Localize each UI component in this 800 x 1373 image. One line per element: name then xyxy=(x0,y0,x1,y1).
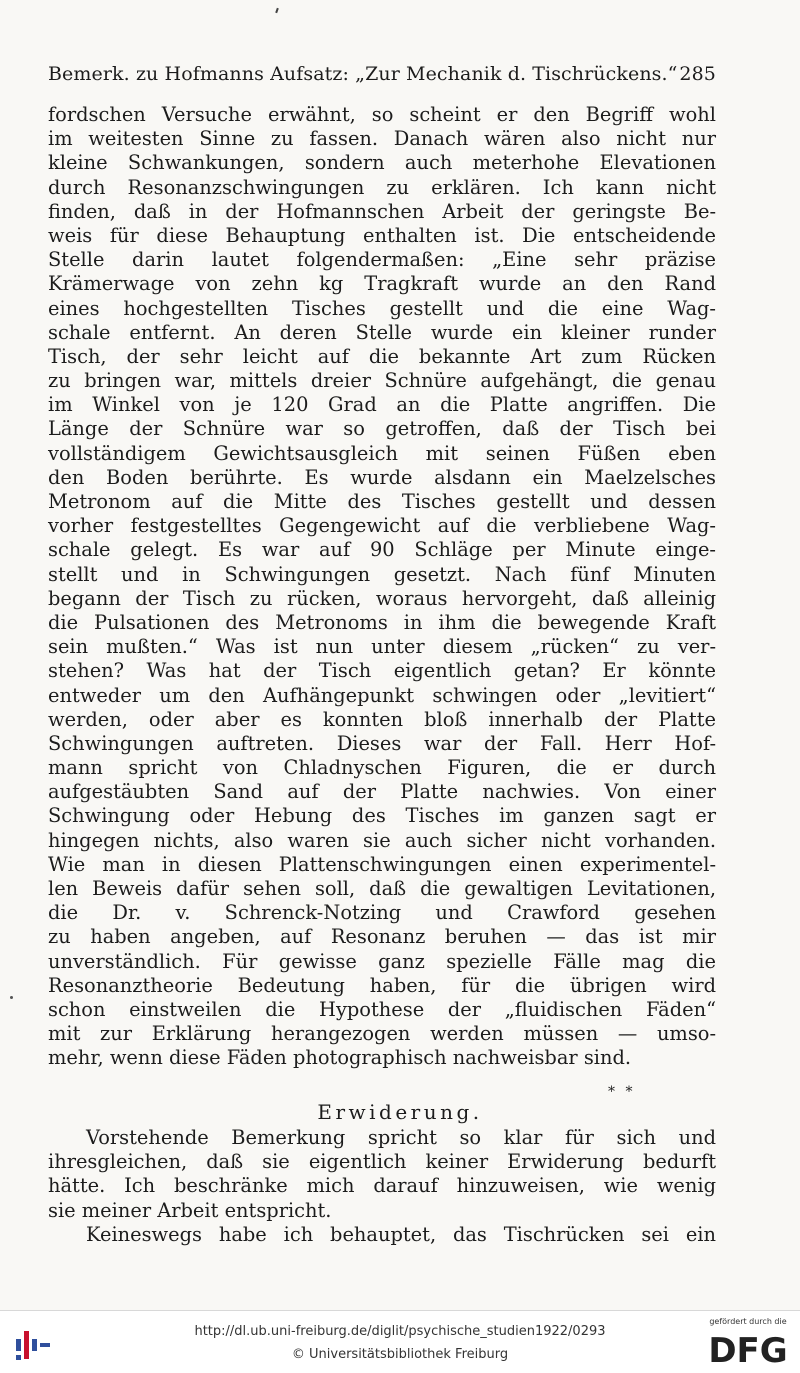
text-line: schale gelegt. Es war auf 90 Schläge per Minute einge- xyxy=(48,538,716,562)
text-line: Schwingung oder Hebung des Tisches im ganzen sagt er xyxy=(48,804,716,828)
text-line: Schwingungen auftreten. Dieses war der Fall. Herr Hof- xyxy=(48,731,716,755)
text-line: Resonanztheorie Bedeutung haben, für die übrigen wird xyxy=(48,973,716,997)
text-line: mit zur Erklärung herangezogen werden müssen — umso- xyxy=(48,1022,716,1046)
reply-text xyxy=(48,1126,716,1247)
text-line: im weitesten Sinne zu fassen. Danach wären also nicht nur xyxy=(48,127,716,151)
running-header xyxy=(48,63,716,85)
text-line: kleine Schwankungen, sondern auch meterhohe Elevationen xyxy=(48,151,716,175)
text-line: entweder um den Aufhängepunkt schwingen oder „levitiert“ xyxy=(48,683,716,707)
text-line: Metronom auf die Mitte des Tisches gestellt und dessen xyxy=(48,490,716,513)
permalink[interactable]: http://dl.ub.uni-freiburg.de/diglit/psychische_studien1922/0293 xyxy=(194,1324,606,1339)
text-line: stehen? Was hat der Tisch eigentlich getan? Er könnte xyxy=(48,659,716,683)
text-line: die Dr. v. Schrenck-Notzing und Crawford gesehen xyxy=(48,901,716,925)
text-line: stellt und in Schwingungen gesetzt. Nach fünf Minuten xyxy=(48,562,716,586)
text-line: zu bringen war, mittels dreier Schnüre aufgehängt, die genau xyxy=(48,369,716,393)
text-line: schon einstweilen die Hypothese der „fluidischen Fäden“ xyxy=(48,997,716,1021)
text-line: Wie man in diesen Plattenschwingungen einen experimentel- xyxy=(48,852,716,876)
text-line: Länge der Schnüre war so getroffen, daß der Tisch bei xyxy=(48,417,716,441)
text-line: die Pulsationen des Metronoms in ihm die bewegende Kraft xyxy=(48,610,716,634)
text-line: finden, daß in der Hofmannschen Arbeit der geringste Be- xyxy=(48,199,716,223)
text-line: zu haben angeben, auf Resonanz beruhen — das ist mir xyxy=(48,925,716,949)
library-footer xyxy=(0,1310,800,1373)
text-line: eines hochgestellten Tisches gestellt und die eine Wag- xyxy=(48,296,716,320)
text-line: Krämerwage von zehn kg Tragkraft wurde an den Rand xyxy=(48,272,716,296)
text-line: mann spricht von Chladnyschen Figuren, die er durch xyxy=(48,756,716,780)
text-line: weis für diese Behauptung enthalten ist. Die entscheidende xyxy=(48,223,716,247)
text-line: fordschen Versuche erwähnt, so scheint er den Begriff wohl xyxy=(48,103,716,126)
text-line: unverständlich. Für gewisse ganz spezielle Fälle mag die xyxy=(48,949,716,973)
text-line: werden, oder aber es konnten bloß innerhalb der Platte xyxy=(48,707,716,731)
running-title: Bemerk. zu Hofmanns Aufsatz: „Zur Mechanik d. Tischrückens.“ xyxy=(48,63,678,85)
reply-line: hätte. Ich beschränke mich darauf hinzuweisen, wie wenig xyxy=(48,1174,716,1198)
text-line: schale entfernt. An deren Stelle wurde ein kleiner runder xyxy=(48,320,716,344)
author-signature: * * xyxy=(608,1084,636,1100)
text-line: len Beweis dafür sehen soll, daß die gewaltigen Levitationen, xyxy=(48,877,716,900)
funding-note: gefördert durch die xyxy=(709,1317,787,1326)
reply-line: Vorstehende Bemerkung spricht so klar für sich und xyxy=(86,1126,716,1149)
text-line: Tisch, der sehr leicht auf die bekannte Art zum Rücken xyxy=(48,344,716,368)
text-line: hingegen nichts, also waren sie auch sicher nicht vorhanden. xyxy=(48,828,716,852)
text-line: vorher festgestelltes Gegengewicht auf die verbliebene Wag- xyxy=(48,514,716,538)
dfg-logo-text: DFG xyxy=(708,1331,788,1367)
text-line: im Winkel von je 120 Grad an die Platte angriffen. Die xyxy=(48,393,716,417)
reply-line: sie meiner Arbeit entspricht. xyxy=(48,1198,332,1222)
text-line: den Boden berührte. Es wurde alsdann ein Maelzelsches xyxy=(48,465,716,489)
page-number: 285 xyxy=(679,63,716,85)
scan-mark xyxy=(275,8,279,13)
text-line: aufgestäubten Sand auf der Platte nachwies. Von einer xyxy=(48,780,716,804)
reply-line: Keineswegs habe ich behauptet, das Tischrücken sei ein xyxy=(86,1222,716,1246)
text-line: durch Resonanzschwingungen zu erklären. Ich kann nicht xyxy=(48,175,716,199)
text-line: sein mußten.“ Was ist nun unter diesem „rücken“ zu ver- xyxy=(48,635,716,659)
text-line: Stelle darin lautet folgendermaßen: „Eine sehr präzise xyxy=(48,248,716,272)
section-title: Erwiderung. xyxy=(317,1100,483,1124)
main-text xyxy=(48,103,716,1071)
dfg-logo xyxy=(704,1331,792,1367)
reply-line: ihresgleichen, daß sie eigentlich keiner Erwiderung bedurft xyxy=(48,1150,716,1174)
text-line: vollständigem Gewichtsausgleich mit seinen Füßen eben xyxy=(48,441,716,465)
copyright-notice: © Universitätsbibliothek Freiburg xyxy=(291,1347,509,1362)
margin-speck xyxy=(10,996,13,999)
text-line: begann der Tisch zu rücken, woraus hervorgeht, daß alleinig xyxy=(48,586,716,610)
dfg-funding-badge xyxy=(702,1317,794,1371)
text-line: mehr, wenn diese Fäden photographisch nachweisbar sind. xyxy=(48,1046,632,1070)
